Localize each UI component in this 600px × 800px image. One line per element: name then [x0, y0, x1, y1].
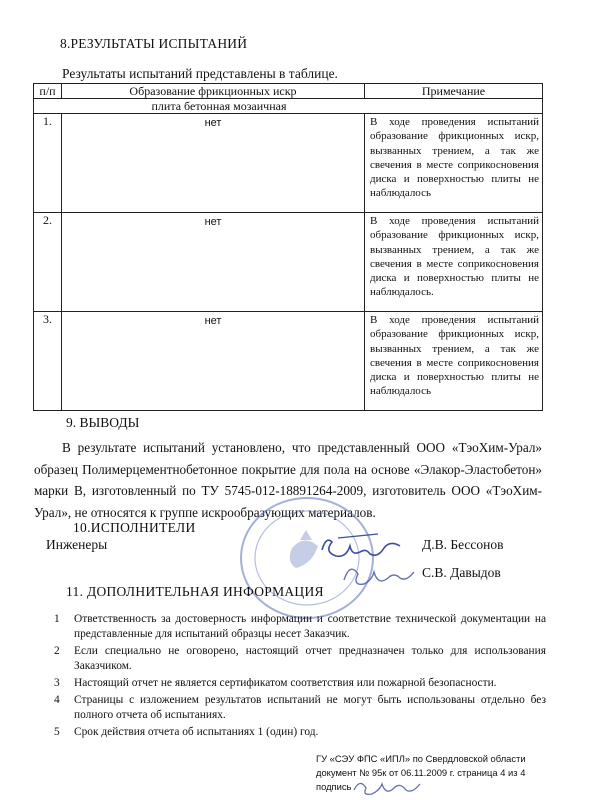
- table-intro-text: Результаты испытаний представлены в таблице.: [62, 66, 338, 81]
- row-number: 2.: [34, 213, 62, 312]
- footer-signature-icon: [350, 776, 440, 798]
- item-number: 3: [54, 677, 60, 689]
- item-text: Страницы с изложением результатов испытаний не могут быть использованы отдельно без полного отчета об испытаниях.: [74, 694, 546, 721]
- table-subheader: плита бетонная мозаичная: [62, 99, 365, 114]
- table-subheader-row: [34, 99, 543, 114]
- item-number: 1: [54, 613, 60, 625]
- row-number: 3.: [34, 312, 62, 411]
- item-number: 4: [54, 694, 60, 706]
- executor-name-2: С.В. Давыдов: [422, 565, 501, 580]
- item-number: 2: [54, 645, 60, 657]
- item-number: 5: [54, 726, 60, 738]
- footer-document: документ № 95к от 06.11.2009 г. страница 4 из 4: [316, 767, 526, 778]
- executor-name-1: Д.В. Бессонов: [422, 537, 504, 552]
- row-note: В ходе проведения испытаний образование фрикционных искр, вызванных трением, а так же свечения в месте соприкосновения диска и поверхностью плиты не наблюдалось.: [365, 213, 543, 312]
- list-item: [46, 676, 546, 691]
- item-text: Ответственность за достоверность информации и соответствие технической документации на представленные для испытаний образцы несет Заказчик.: [74, 613, 546, 640]
- list-item: [46, 725, 546, 740]
- table-row: [34, 114, 543, 213]
- conclusions-paragraph: В результате испытаний установлено, что представленный ООО «ТэоХим-Урал» образец Полимерцементнобетонное покрытие для пола на основе «Элакор-Эластобетон» марки В, изготовленный по ТУ 5745-012-18891264-2009, изготовитель ООО «ТэоХим-Урал», не относятся к группе искрообразующих материалов.: [34, 440, 542, 520]
- additional-info-list: [46, 612, 546, 742]
- section-executors-heading: 10.ИСПОЛНИТЕЛИ: [73, 520, 196, 535]
- section-conclusions-heading: 9. ВЫВОДЫ: [66, 415, 140, 430]
- item-text: Настоящий отчет не является сертификатом соответствия или пожарной безопасности.: [74, 677, 497, 689]
- list-item: [46, 693, 546, 723]
- section-results-heading: 8.РЕЗУЛЬТАТЫ ИСПЫТАНИЙ: [60, 36, 248, 51]
- table-header-note: Примечание: [365, 84, 543, 99]
- row-note: В ходе проведения испытаний образование фрикционных искр, вызванных трением, а так же свечения в месте соприкосновения диска и поверхностью плиты не наблюдалось: [365, 114, 543, 213]
- table-row: [34, 213, 543, 312]
- item-text: Срок действия отчета об испытаниях 1 (один) год.: [74, 726, 319, 738]
- row-number: 1.: [34, 114, 62, 213]
- table-header-sparks: Образование фрикционных искр: [62, 84, 365, 99]
- table-row: [34, 312, 543, 411]
- item-text: Если специально не оговорено, настоящий отчет предназначен только для использования Заказчиком.: [74, 645, 546, 672]
- row-note: В ходе проведения испытаний образование фрикционных искр, вызванных трением, а так же свечения в месте соприкосновения диска и поверхностью плиты не наблюдалось: [365, 312, 543, 411]
- row-value: нет: [62, 213, 365, 312]
- results-table: [33, 83, 543, 411]
- signature-2-icon: [340, 560, 420, 590]
- row-value: нет: [62, 312, 365, 411]
- executors-role: Инженеры: [46, 537, 108, 552]
- section-additional-heading: 11. ДОПОЛНИТЕЛЬНАЯ ИНФОРМАЦИЯ: [66, 584, 324, 599]
- row-value: нет: [62, 114, 365, 213]
- list-item: [46, 612, 546, 642]
- footer-org: ГУ «СЭУ ФПС «ИПЛ» по Свердловской области: [316, 753, 526, 764]
- table-header-num: п/п: [34, 84, 62, 99]
- list-item: [46, 644, 546, 674]
- footer-signature-label: подпись: [316, 781, 352, 792]
- table-header-row: [34, 84, 543, 99]
